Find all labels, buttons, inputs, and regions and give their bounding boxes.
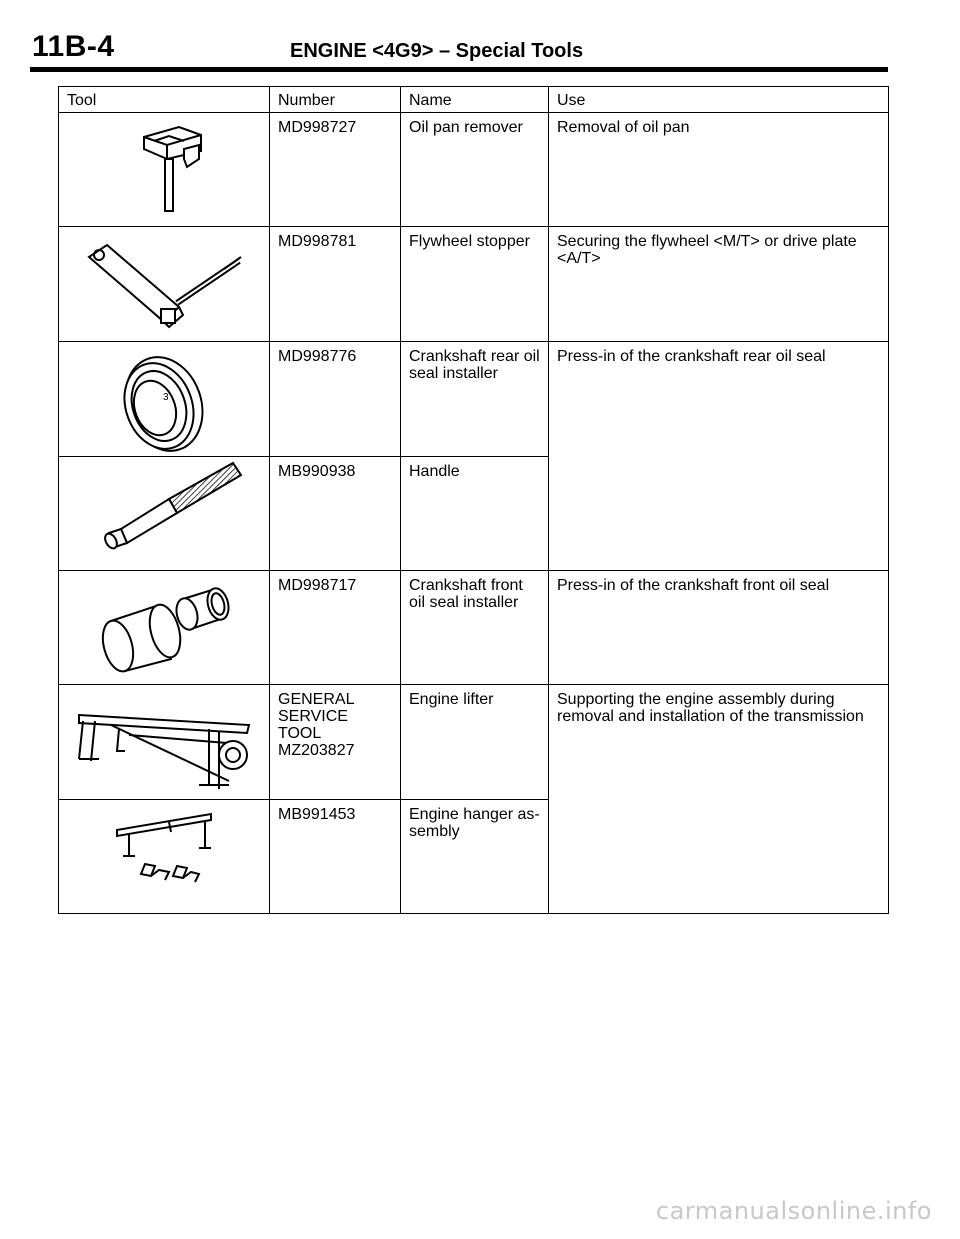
table-header-row [59,87,889,113]
special-tools-table [58,86,889,914]
column-header-name: Name [401,87,549,113]
tool-use: Supporting the engine assembly during removal and installation of the transmission [549,685,889,914]
tool-number: MB990938 [270,457,401,571]
tool-image-cell [59,685,270,800]
tool-name: Engine hanger as- sembly [401,800,549,914]
tool-use: Securing the flywheel <M/T> or drive plate <A/T> [549,227,889,342]
table-row [59,571,889,685]
oil-pan-remover-icon [59,113,270,226]
tool-image-cell [59,227,270,342]
flywheel-stopper-icon [59,227,270,341]
table-row [59,227,889,342]
tool-image-cell [59,800,270,914]
watermark: carmanualsonline.info [655,1197,932,1225]
table-row [59,342,889,457]
engine-lifter-icon [59,685,270,799]
tool-image-cell [59,113,270,227]
tool-number: MD998727 [270,113,401,227]
column-header-use: Use [549,87,889,113]
tool-number: MB991453 [270,800,401,914]
header-rule [30,67,888,72]
tool-image-cell [59,571,270,685]
tool-use: Removal of oil pan [549,113,889,227]
tool-name: Crankshaft rear oil seal installer [401,342,549,457]
tool-use: Press-in of the crankshaft front oil seal [549,571,889,685]
table-row [59,685,889,800]
handle-icon [59,457,270,570]
page-title: ENGINE <4G9> – Special Tools [290,40,584,62]
tool-name: Handle [401,457,549,571]
page-number: 11B-4 [32,30,115,63]
tool-name: Crankshaft front oil seal installer [401,571,549,685]
tool-name: Flywheel stopper [401,227,549,342]
tool-number: MD998717 [270,571,401,685]
engine-hanger-icon [59,800,270,913]
tool-name: Oil pan remover [401,113,549,227]
column-header-tool: Tool [59,87,270,113]
tool-number: MD998781 [270,227,401,342]
tool-image-cell [59,342,270,457]
tool-number: MD998776 [270,342,401,457]
table-row [59,113,889,227]
tool-number: GENERAL SERVICE TOOL MZ203827 [270,685,401,800]
tool-name: Engine lifter [401,685,549,800]
tool-image-cell [59,457,270,571]
svg-text:3: 3 [163,392,169,403]
crankshaft-front-oil-seal-installer-icon [59,571,270,684]
column-header-number: Number [270,87,401,113]
crankshaft-rear-oil-seal-installer-icon [59,342,270,456]
tool-use: Press-in of the crankshaft rear oil seal [549,342,889,571]
